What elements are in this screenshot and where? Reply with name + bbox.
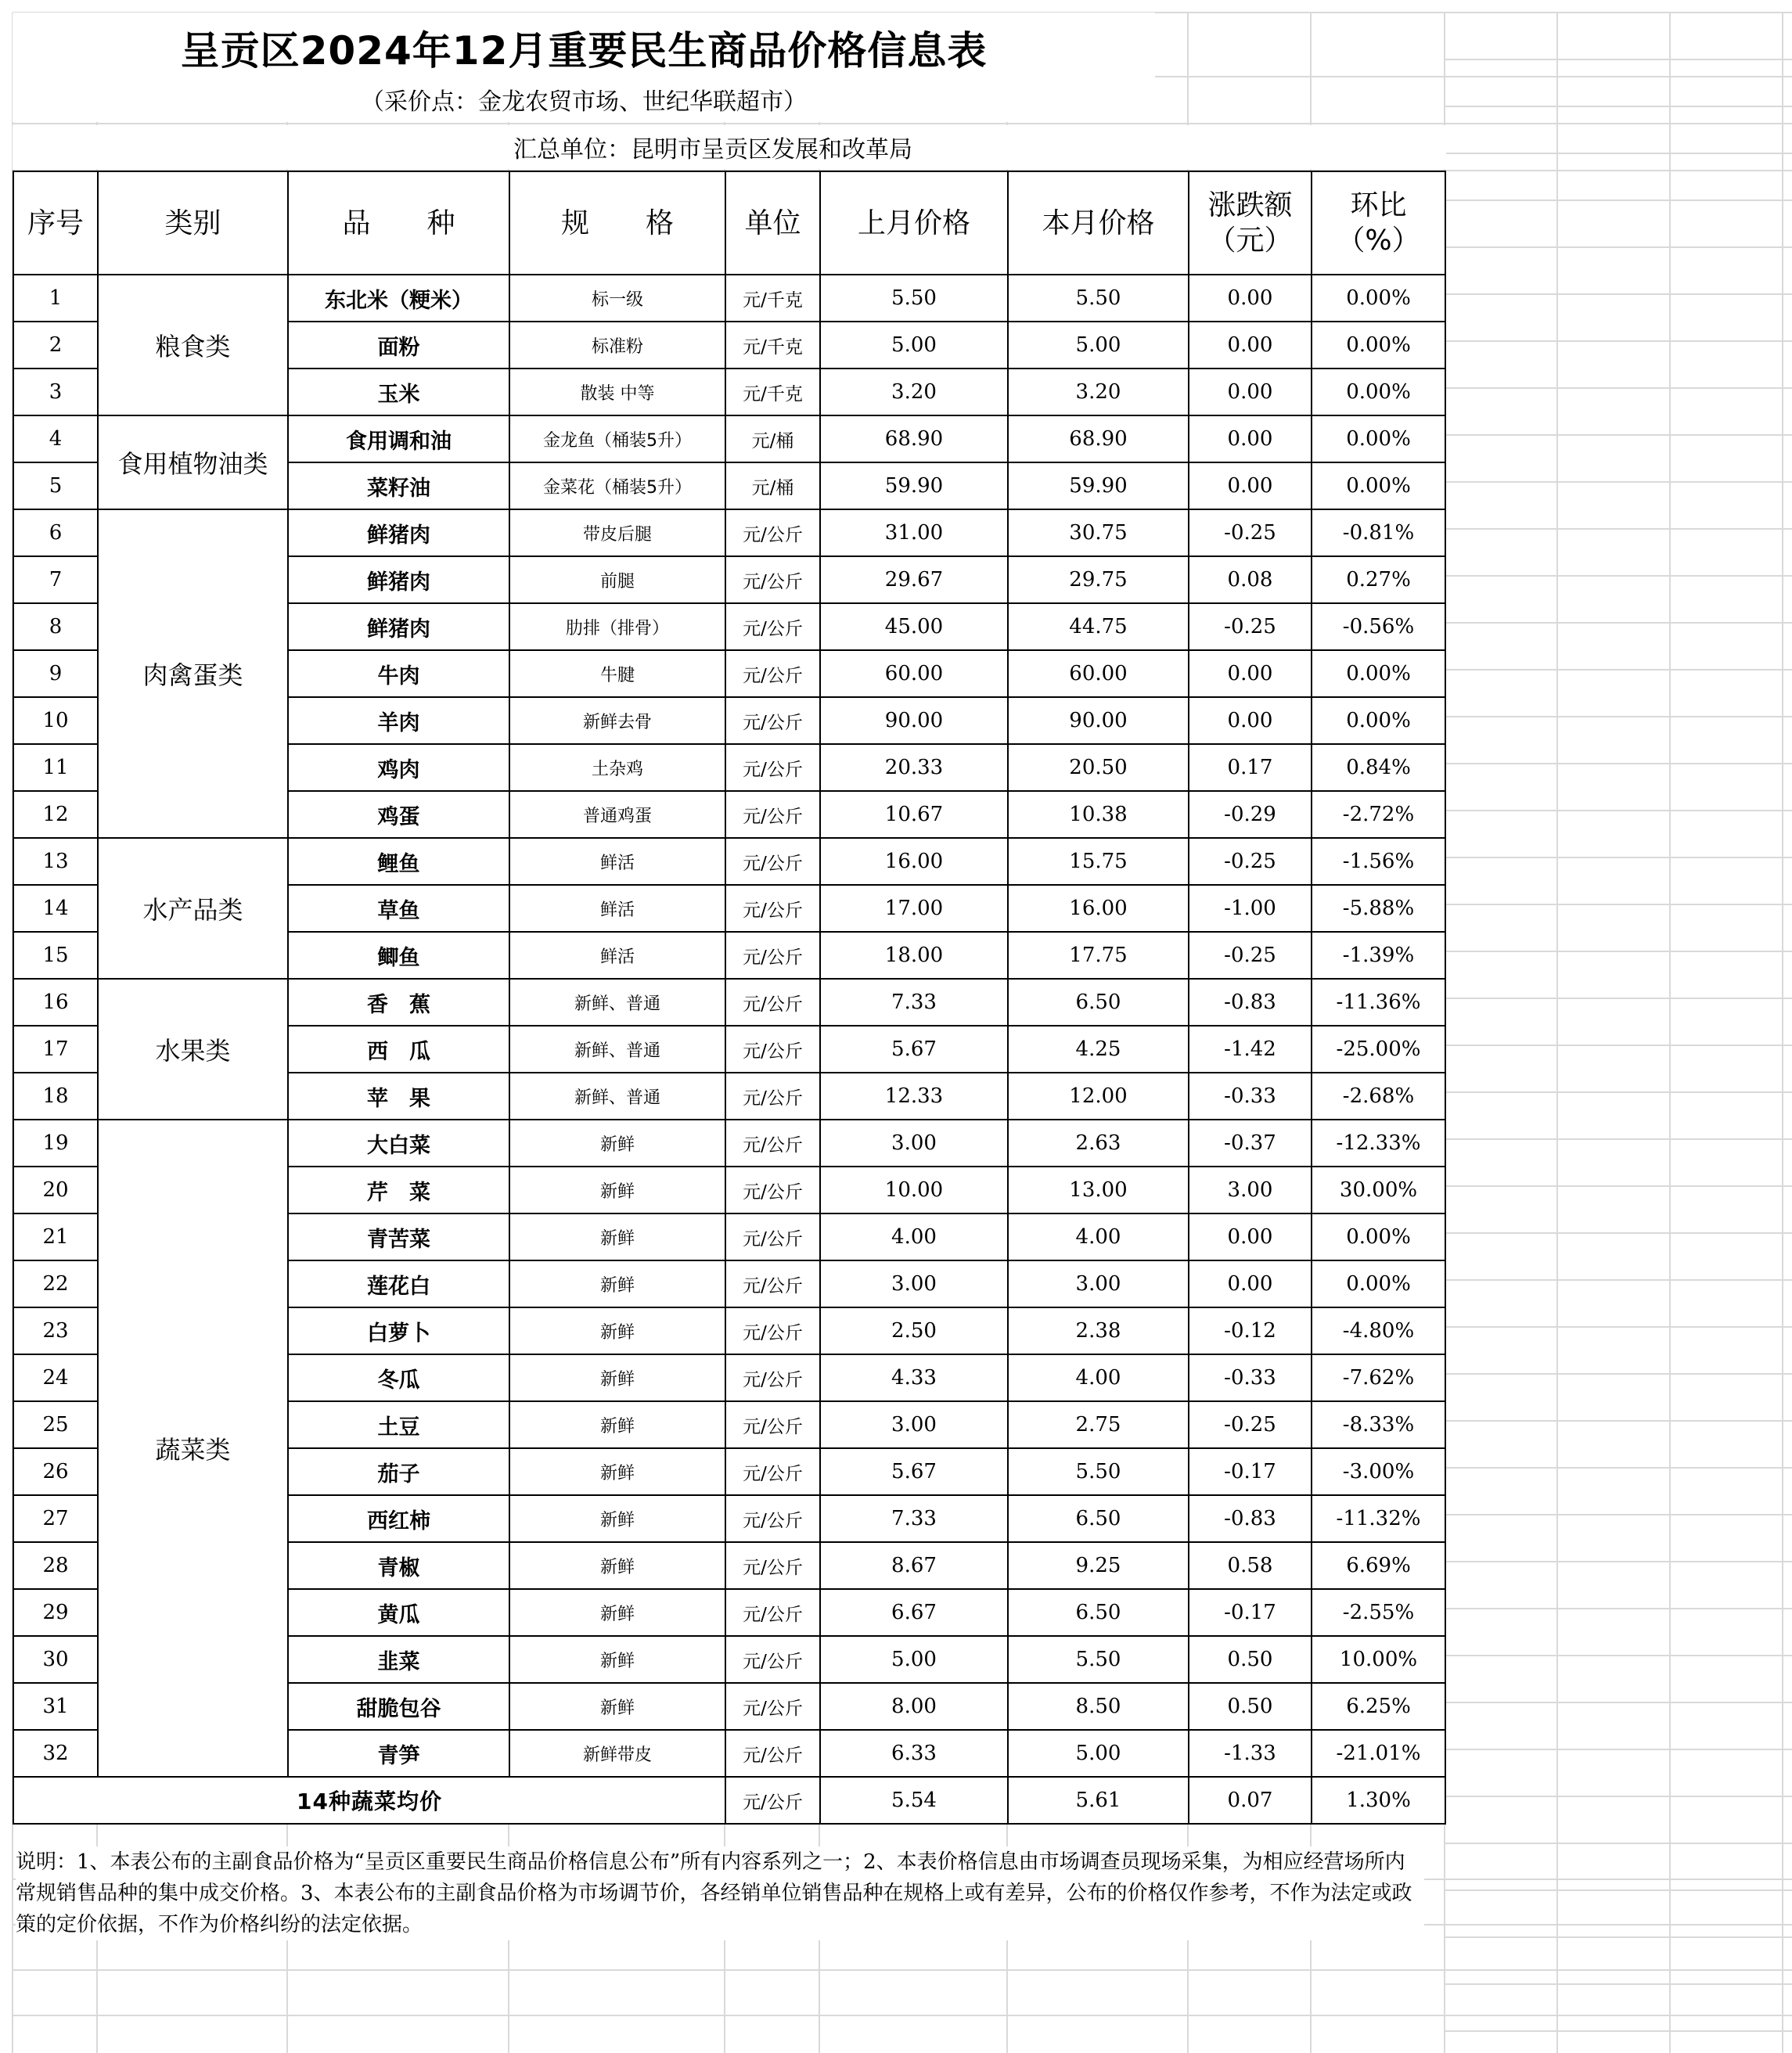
this-month-price: 3.00 [1008,1260,1189,1307]
row-number: 21 [13,1213,98,1260]
price-change: 0.00 [1189,1260,1312,1307]
row-number: 31 [13,1683,98,1730]
price-change: 0.00 [1189,415,1312,462]
mom-change: -2.68% [1312,1073,1445,1120]
price-change: 0.00 [1189,322,1312,369]
item-name: 西红柿 [288,1495,509,1542]
price-change: 0.00 [1189,462,1312,509]
item-unit: 元/公斤 [725,697,820,744]
col-header-mom [1312,171,1445,275]
price-change: 3.00 [1189,1167,1312,1213]
price-change: -1.42 [1189,1026,1312,1073]
item-unit: 元/公斤 [725,509,820,556]
last-month-price: 12.33 [820,1073,1008,1120]
this-month-price: 29.75 [1008,556,1189,603]
price-change: -0.25 [1189,1401,1312,1448]
price-change: -0.29 [1189,791,1312,838]
item-unit: 元/桶 [725,415,820,462]
mom-change: -0.56% [1312,603,1445,650]
item-unit: 元/公斤 [725,1730,820,1777]
col-header-item: 品 种 [288,171,509,275]
table-row [13,415,1445,462]
last-month-price: 7.33 [820,1495,1008,1542]
mom-change: 0.84% [1312,744,1445,791]
this-month-price: 15.75 [1008,838,1189,885]
last-month-price: 5.00 [820,322,1008,369]
mom-change: 30.00% [1312,1167,1445,1213]
item-spec: 新鲜 [509,1260,725,1307]
item-spec: 新鲜 [509,1307,725,1354]
item-name: 羊肉 [288,697,509,744]
last-month-price: 5.00 [820,1636,1008,1683]
table-header-row [13,171,1445,275]
col-header-last-price: 上月价格 [820,171,1008,275]
average-row [13,1777,1445,1824]
price-change: -1.33 [1189,1730,1312,1777]
price-change: -0.17 [1189,1589,1312,1636]
average-last-price: 5.54 [820,1777,1008,1824]
row-number: 28 [13,1542,98,1589]
col-header-unit: 单位 [725,171,820,275]
last-month-price: 10.67 [820,791,1008,838]
item-name: 鲜猪肉 [288,556,509,603]
item-spec: 土杂鸡 [509,744,725,791]
category-cell: 水产品类 [98,838,288,979]
item-unit: 元/公斤 [725,1401,820,1448]
item-unit: 元/公斤 [725,603,820,650]
average-label: 14种蔬菜均价 [13,1777,725,1824]
item-name: 冬瓜 [288,1354,509,1401]
this-month-price: 9.25 [1008,1542,1189,1589]
item-name: 青椒 [288,1542,509,1589]
table-row [13,509,1445,556]
sampling-points: （采价点：金龙农贸市场、世纪华联超市） [13,77,1155,122]
this-month-price: 4.25 [1008,1026,1189,1073]
mom-change: 0.00% [1312,697,1445,744]
col-header-change [1189,171,1312,275]
mom-change: 0.00% [1312,415,1445,462]
item-spec: 新鲜 [509,1636,725,1683]
this-month-price: 12.00 [1008,1073,1189,1120]
item-spec: 新鲜 [509,1167,725,1213]
item-spec: 金菜花（桶装5升） [509,462,725,509]
row-number: 27 [13,1495,98,1542]
item-unit: 元/公斤 [725,650,820,697]
last-month-price: 6.33 [820,1730,1008,1777]
col-header-this-price: 本月价格 [1008,171,1189,275]
col-header-category: 类别 [98,171,288,275]
row-number: 24 [13,1354,98,1401]
item-name: 韭菜 [288,1636,509,1683]
category-cell: 肉禽蛋类 [98,509,288,838]
last-month-price: 5.67 [820,1026,1008,1073]
last-month-price: 10.00 [820,1167,1008,1213]
price-change: -0.25 [1189,509,1312,556]
page-title: 呈贡区2024年12月重要民生商品价格信息表 [13,13,1155,83]
mom-change: -8.33% [1312,1401,1445,1448]
col-header-spec: 规 格 [509,171,725,275]
price-change: 0.58 [1189,1542,1312,1589]
this-month-price: 6.50 [1008,979,1189,1026]
item-name: 青苦菜 [288,1213,509,1260]
price-change: -0.33 [1189,1073,1312,1120]
row-number: 22 [13,1260,98,1307]
last-month-price: 5.67 [820,1448,1008,1495]
item-spec: 新鲜、普通 [509,1073,725,1120]
row-number: 14 [13,885,98,932]
item-name: 黄瓜 [288,1589,509,1636]
price-change: 0.00 [1189,275,1312,322]
col-header-mom-line2: （%） [1337,225,1420,257]
mom-change: 0.27% [1312,556,1445,603]
item-unit: 元/公斤 [725,1026,820,1073]
item-spec: 鲜活 [509,838,725,885]
item-spec: 新鲜去骨 [509,697,725,744]
this-month-price: 2.38 [1008,1307,1189,1354]
this-month-price: 16.00 [1008,885,1189,932]
item-spec: 标准粉 [509,322,725,369]
item-name: 菜籽油 [288,462,509,509]
this-month-price: 68.90 [1008,415,1189,462]
last-month-price: 2.50 [820,1307,1008,1354]
last-month-price: 6.67 [820,1589,1008,1636]
row-number: 23 [13,1307,98,1354]
mom-change: 6.25% [1312,1683,1445,1730]
this-month-price: 4.00 [1008,1213,1189,1260]
item-unit: 元/桶 [725,462,820,509]
price-change: -0.33 [1189,1354,1312,1401]
table-row [13,979,1445,1026]
row-number: 10 [13,697,98,744]
price-change: -0.25 [1189,838,1312,885]
row-number: 5 [13,462,98,509]
this-month-price: 59.90 [1008,462,1189,509]
mom-change: 6.69% [1312,1542,1445,1589]
item-unit: 元/公斤 [725,1683,820,1730]
row-number: 7 [13,556,98,603]
mom-change: -1.56% [1312,838,1445,885]
last-month-price: 5.50 [820,275,1008,322]
row-number: 18 [13,1073,98,1120]
last-month-price: 60.00 [820,650,1008,697]
item-name: 茄子 [288,1448,509,1495]
item-spec: 前腿 [509,556,725,603]
item-name: 香 蕉 [288,979,509,1026]
mom-change: -2.72% [1312,791,1445,838]
row-number: 32 [13,1730,98,1777]
col-header-change-line1: 涨跌额 [1207,189,1293,221]
last-month-price: 3.00 [820,1401,1008,1448]
row-number: 29 [13,1589,98,1636]
row-number: 8 [13,603,98,650]
item-name: 青笋 [288,1730,509,1777]
item-spec: 肋排（排骨） [509,603,725,650]
table-row [13,1120,1445,1167]
mom-change: 0.00% [1312,369,1445,415]
col-header-mom-line1: 环比 [1350,189,1407,221]
this-month-price: 60.00 [1008,650,1189,697]
this-month-price: 5.50 [1008,1636,1189,1683]
price-table [13,171,1446,1825]
last-month-price: 29.67 [820,556,1008,603]
row-number: 30 [13,1636,98,1683]
last-month-price: 3.20 [820,369,1008,415]
row-number: 15 [13,932,98,979]
average-change: 0.07 [1189,1777,1312,1824]
item-spec: 新鲜带皮 [509,1730,725,1777]
col-header-change-line2: （元） [1207,225,1293,257]
mom-change: -1.39% [1312,932,1445,979]
mom-change: 10.00% [1312,1636,1445,1683]
price-change: 0.50 [1189,1683,1312,1730]
row-number: 12 [13,791,98,838]
item-unit: 元/千克 [725,275,820,322]
price-change: 0.00 [1189,369,1312,415]
price-change: 0.08 [1189,556,1312,603]
category-cell: 蔬菜类 [98,1120,288,1777]
average-unit: 元/公斤 [725,1777,820,1824]
row-number: 20 [13,1167,98,1213]
mom-change: 0.00% [1312,275,1445,322]
average-this-price: 5.61 [1008,1777,1189,1824]
item-spec: 鲜活 [509,932,725,979]
item-name: 苹 果 [288,1073,509,1120]
this-month-price: 3.20 [1008,369,1189,415]
this-month-price: 90.00 [1008,697,1189,744]
row-number: 13 [13,838,98,885]
item-spec: 金龙鱼（桶装5升） [509,415,725,462]
mom-change: -12.33% [1312,1120,1445,1167]
price-change: -0.37 [1189,1120,1312,1167]
last-month-price: 59.90 [820,462,1008,509]
item-unit: 元/公斤 [725,1636,820,1683]
row-number: 11 [13,744,98,791]
last-month-price: 45.00 [820,603,1008,650]
last-month-price: 3.00 [820,1260,1008,1307]
this-month-price: 13.00 [1008,1167,1189,1213]
row-number: 3 [13,369,98,415]
row-number: 2 [13,322,98,369]
last-month-price: 4.00 [820,1213,1008,1260]
item-spec: 带皮后腿 [509,509,725,556]
item-unit: 元/公斤 [725,1354,820,1401]
last-month-price: 31.00 [820,509,1008,556]
item-spec: 新鲜 [509,1448,725,1495]
item-name: 面粉 [288,322,509,369]
last-month-price: 8.67 [820,1542,1008,1589]
mom-change: 0.00% [1312,462,1445,509]
price-change: 0.00 [1189,650,1312,697]
this-month-price: 30.75 [1008,509,1189,556]
item-name: 甜脆包谷 [288,1683,509,1730]
price-change: 0.17 [1189,744,1312,791]
last-month-price: 16.00 [820,838,1008,885]
row-number: 1 [13,275,98,322]
item-unit: 元/公斤 [725,556,820,603]
this-month-price: 8.50 [1008,1683,1189,1730]
price-change: -0.83 [1189,1495,1312,1542]
item-unit: 元/公斤 [725,932,820,979]
item-name: 鸡肉 [288,744,509,791]
item-unit: 元/公斤 [725,1167,820,1213]
item-unit: 元/公斤 [725,1260,820,1307]
item-name: 土豆 [288,1401,509,1448]
row-number: 6 [13,509,98,556]
footnote: 说明：1、本表公布的主副食品价格为“呈贡区重要民生商品价格信息公布”所有内容系列之一；2、本表价格信息由市场调查员现场采集，为相应经营场所内常规销售品种的集中成交价格。3、本表公布的主副食品价格为市场调节价，各经销单位销售品种在规格上或有差异，公布的价格仅作参考，不作为法定或政策的定价依据，不作为价格纠纷的法定依据。 [16,1846,1424,1940]
item-name: 大白菜 [288,1120,509,1167]
this-month-price: 6.50 [1008,1495,1189,1542]
mom-change: -25.00% [1312,1026,1445,1073]
row-number: 9 [13,650,98,697]
last-month-price: 17.00 [820,885,1008,932]
mom-change: -5.88% [1312,885,1445,932]
item-unit: 元/公斤 [725,1589,820,1636]
row-number: 4 [13,415,98,462]
item-unit: 元/公斤 [725,1307,820,1354]
mom-change: -3.00% [1312,1448,1445,1495]
mom-change: -21.01% [1312,1730,1445,1777]
item-spec: 标一级 [509,275,725,322]
mom-change: -0.81% [1312,509,1445,556]
item-name: 玉米 [288,369,509,415]
item-spec: 散装 中等 [509,369,725,415]
this-month-price: 5.50 [1008,1448,1189,1495]
item-name: 鲫鱼 [288,932,509,979]
item-name: 鲤鱼 [288,838,509,885]
item-unit: 元/公斤 [725,838,820,885]
item-spec: 新鲜 [509,1683,725,1730]
category-cell: 水果类 [98,979,288,1120]
item-unit: 元/公斤 [725,885,820,932]
item-name: 东北米（粳米） [288,275,509,322]
row-number: 25 [13,1401,98,1448]
item-name: 芹 菜 [288,1167,509,1213]
price-change: -0.12 [1189,1307,1312,1354]
price-change: 0.00 [1189,1213,1312,1260]
item-spec: 新鲜 [509,1495,725,1542]
table-row [13,275,1445,322]
item-unit: 元/公斤 [725,1448,820,1495]
last-month-price: 90.00 [820,697,1008,744]
item-unit: 元/公斤 [725,979,820,1026]
item-spec: 新鲜、普通 [509,1026,725,1073]
item-spec: 新鲜 [509,1213,725,1260]
price-change: -0.17 [1189,1448,1312,1495]
item-unit: 元/千克 [725,369,820,415]
item-spec: 新鲜 [509,1542,725,1589]
price-change: 0.50 [1189,1636,1312,1683]
mom-change: -11.36% [1312,979,1445,1026]
mom-change: -2.55% [1312,1589,1445,1636]
last-month-price: 8.00 [820,1683,1008,1730]
col-header-no: 序号 [13,171,98,275]
this-month-price: 20.50 [1008,744,1189,791]
this-month-price: 44.75 [1008,603,1189,650]
item-name: 鸡蛋 [288,791,509,838]
item-unit: 元/公斤 [725,1073,820,1120]
item-unit: 元/公斤 [725,1542,820,1589]
item-spec: 新鲜 [509,1401,725,1448]
last-month-price: 68.90 [820,415,1008,462]
item-name: 西 瓜 [288,1026,509,1073]
item-name: 白萝卜 [288,1307,509,1354]
item-unit: 元/公斤 [725,1495,820,1542]
this-month-price: 10.38 [1008,791,1189,838]
last-month-price: 7.33 [820,979,1008,1026]
last-month-price: 3.00 [820,1120,1008,1167]
this-month-price: 17.75 [1008,932,1189,979]
category-cell: 食用植物油类 [98,415,288,509]
item-unit: 元/千克 [725,322,820,369]
item-unit: 元/公斤 [725,1213,820,1260]
last-month-price: 18.00 [820,932,1008,979]
this-month-price: 6.50 [1008,1589,1189,1636]
table-row [13,838,1445,885]
this-month-price: 4.00 [1008,1354,1189,1401]
item-name: 牛肉 [288,650,509,697]
category-cell: 粮食类 [98,275,288,415]
this-month-price: 2.75 [1008,1401,1189,1448]
this-month-price: 2.63 [1008,1120,1189,1167]
item-unit: 元/公斤 [725,744,820,791]
item-spec: 新鲜 [509,1354,725,1401]
average-mom: 1.30% [1312,1777,1445,1824]
mom-change: 0.00% [1312,650,1445,697]
mom-change: 0.00% [1312,1260,1445,1307]
mom-change: -11.32% [1312,1495,1445,1542]
mom-change: -7.62% [1312,1354,1445,1401]
item-spec: 新鲜 [509,1120,725,1167]
item-unit: 元/公斤 [725,1120,820,1167]
last-month-price: 4.33 [820,1354,1008,1401]
item-spec: 鲜活 [509,885,725,932]
item-unit: 元/公斤 [725,791,820,838]
this-month-price: 5.00 [1008,1730,1189,1777]
row-number: 16 [13,979,98,1026]
row-number: 17 [13,1026,98,1073]
price-change: -1.00 [1189,885,1312,932]
price-change: 0.00 [1189,697,1312,744]
item-spec: 牛腱 [509,650,725,697]
item-spec: 新鲜、普通 [509,979,725,1026]
this-month-price: 5.00 [1008,322,1189,369]
compiling-unit: 汇总单位：昆明市呈贡区发展和改革局 [13,125,1446,169]
item-name: 鲜猪肉 [288,603,509,650]
item-spec: 普通鸡蛋 [509,791,725,838]
item-name: 鲜猪肉 [288,509,509,556]
mom-change: 0.00% [1312,1213,1445,1260]
item-name: 草鱼 [288,885,509,932]
this-month-price: 5.50 [1008,275,1189,322]
mom-change: 0.00% [1312,322,1445,369]
row-number: 19 [13,1120,98,1167]
last-month-price: 20.33 [820,744,1008,791]
price-change: -0.25 [1189,932,1312,979]
item-name: 食用调和油 [288,415,509,462]
item-spec: 新鲜 [509,1589,725,1636]
item-name: 莲花白 [288,1260,509,1307]
price-change: -0.25 [1189,603,1312,650]
mom-change: -4.80% [1312,1307,1445,1354]
price-change: -0.83 [1189,979,1312,1026]
row-number: 26 [13,1448,98,1495]
